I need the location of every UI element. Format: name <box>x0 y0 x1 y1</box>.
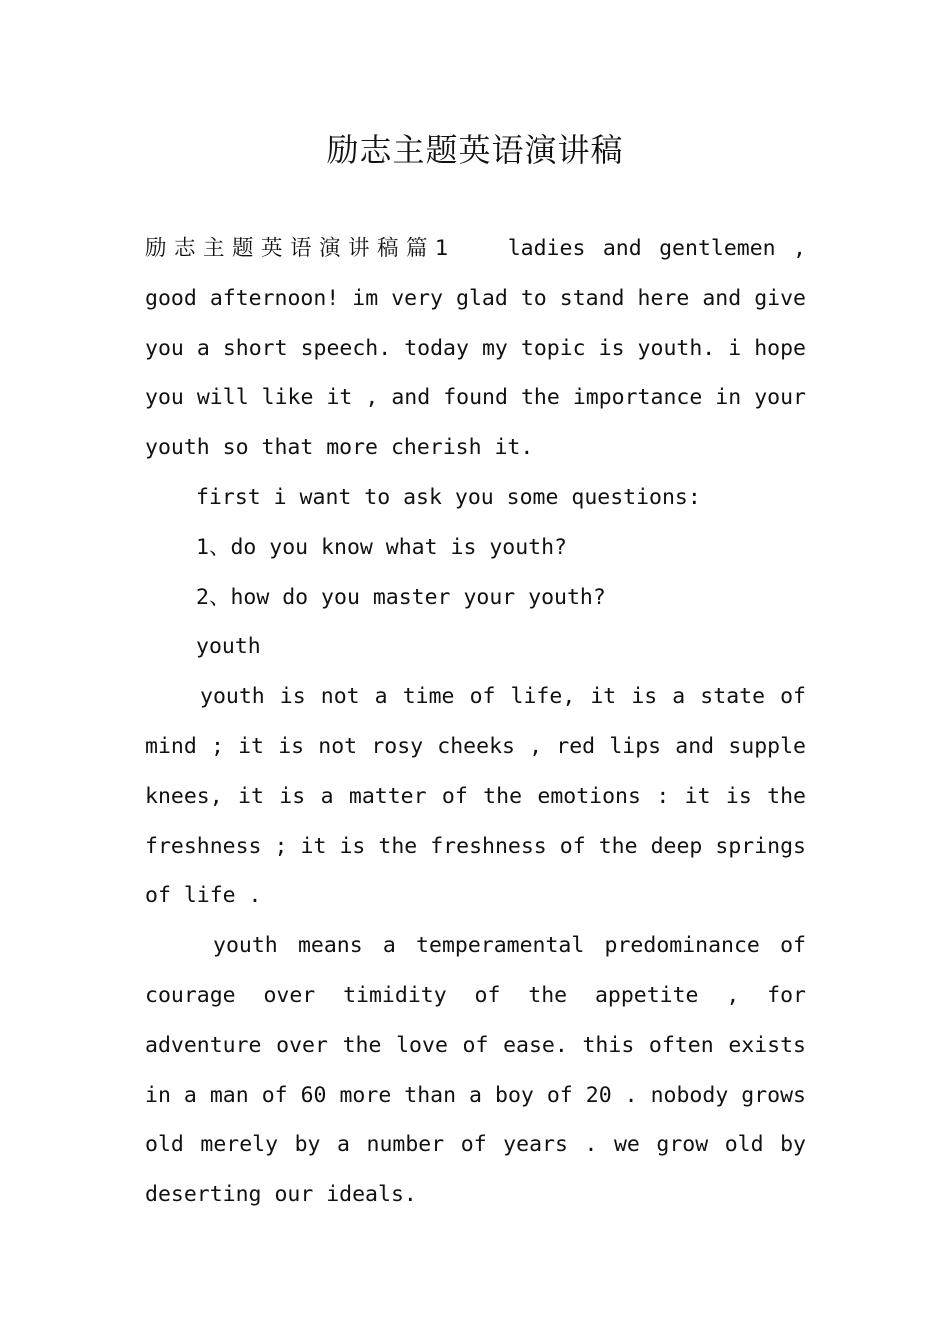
paragraph-questions-intro: first i want to ask you some questions: <box>196 484 701 510</box>
paragraph-youth-courage: youth means a temperamental predominance of courage over timidity of the appetite , for adventure over the love of ease. this often exists in a man of 60 more than a boy of 20 . nobody grows old merely by a number of years . we grow old by deserting our ideals. <box>145 933 806 1208</box>
paragraph-intro <box>145 224 806 473</box>
document-title: 励志主题英语演讲稿 <box>326 131 624 169</box>
section-heading: 励志主题英语演讲稿篇1 <box>145 236 452 261</box>
subheading-youth: youth <box>196 634 261 660</box>
question-item-2: 2、how do you master your youth? <box>196 584 606 610</box>
paragraph-youth-definition: youth is not a time of life, it is a state of mind ; it is not rosy cheeks , red lips and supple knees, it is a matter of the emotions : it is the freshness ; it is the freshness of the deep springs of life . <box>145 684 806 909</box>
paragraph-intro-text: ladies and gentlemen , good afternoon! im very glad to stand here and give you a short speech. today my topic is youth. i hope you will like it , and found the importance in your youth so that more cherish it. <box>145 236 806 461</box>
document-body <box>145 224 806 1220</box>
question-item-1: 1、do you know what is youth? <box>196 534 567 560</box>
